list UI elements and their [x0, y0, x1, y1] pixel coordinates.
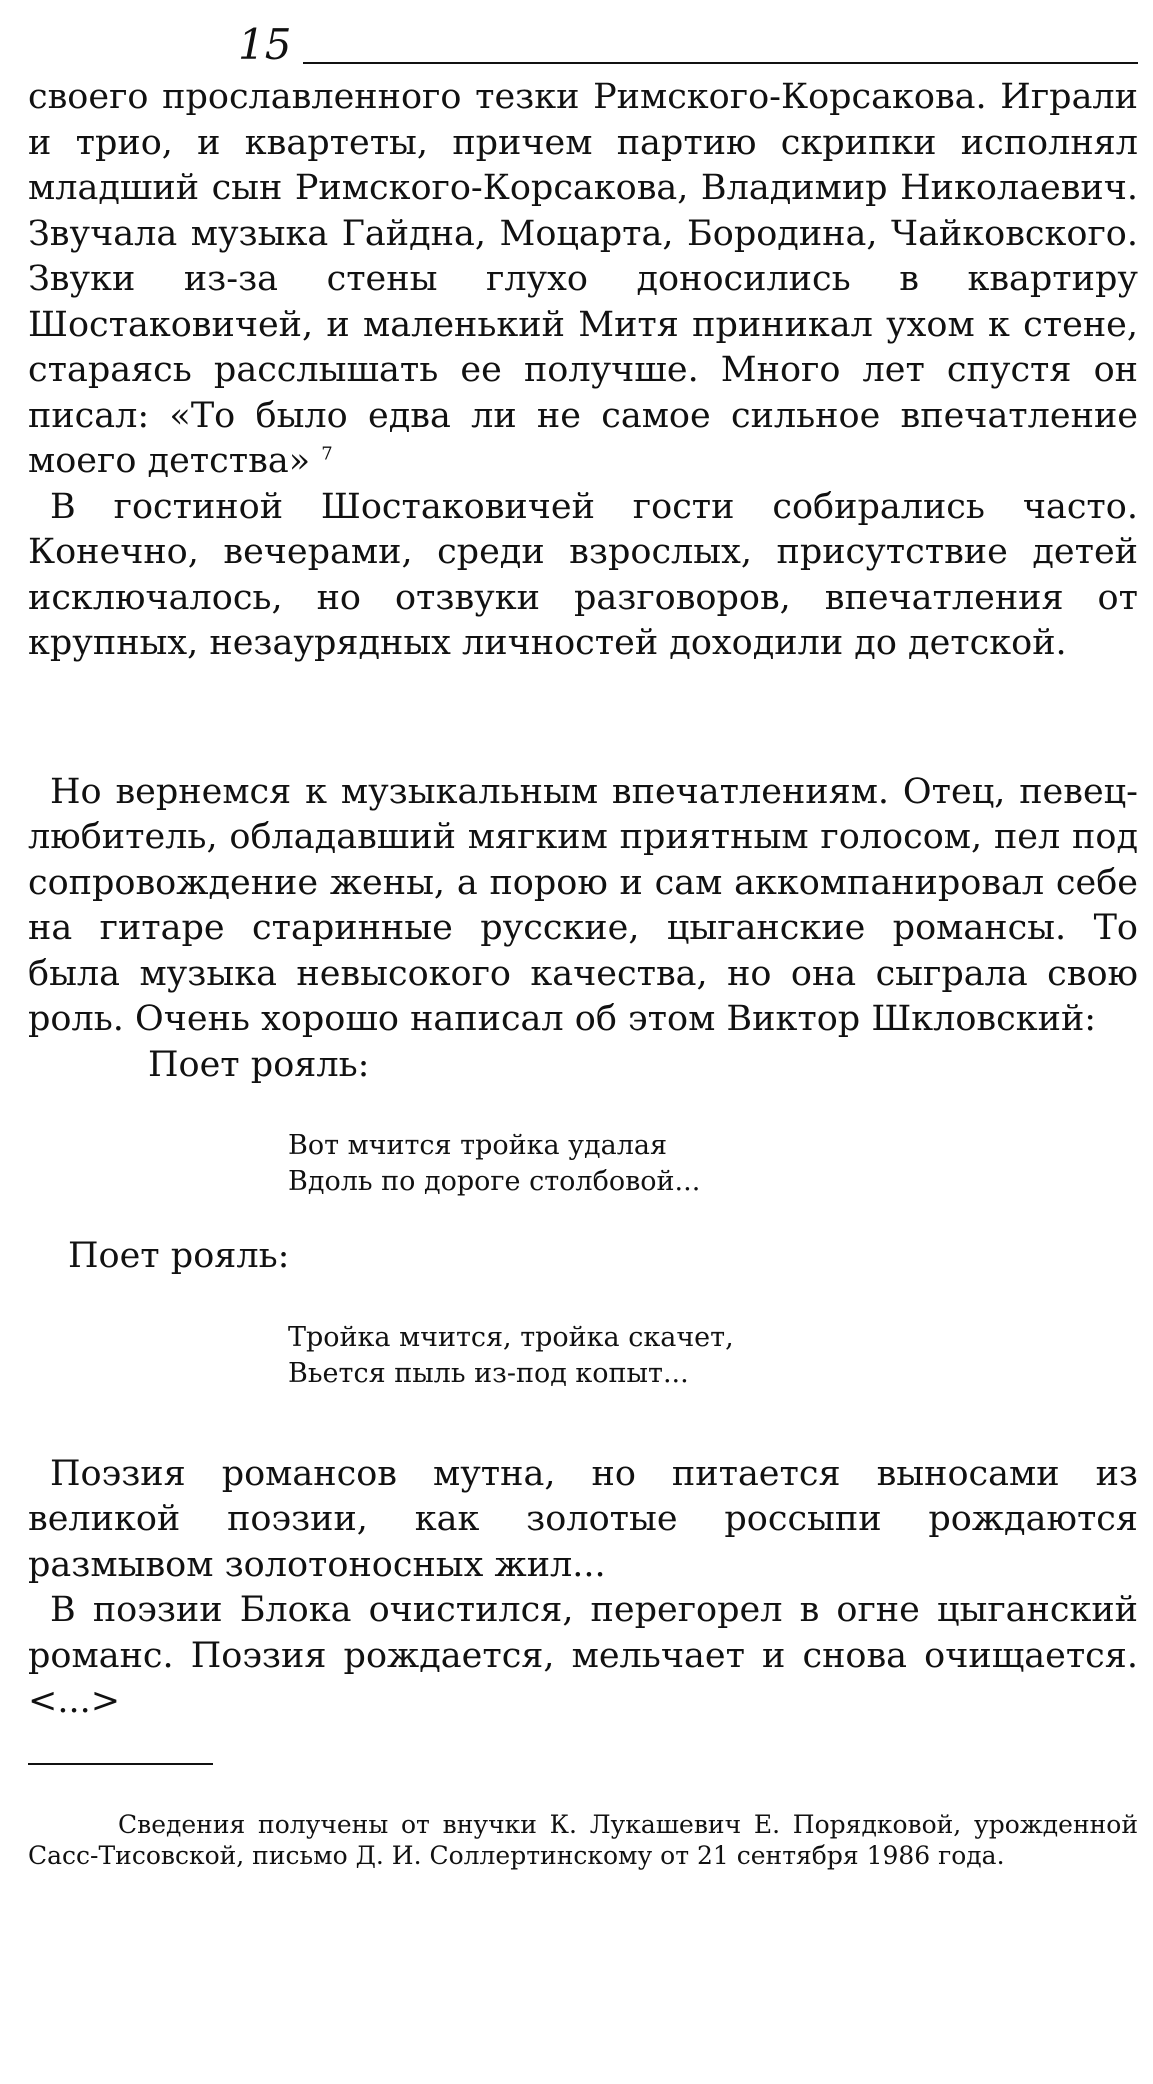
verse-quote-2	[28, 1320, 1138, 1392]
footnote: Сведения получены от внучки К. Лукашевич Е. Порядковой, урожденной Сасс-Тисовской, письмо Д. И. Соллертинскому от 21 сентября 1986 года.	[28, 1809, 1138, 1870]
verse-intro-1: Поет рояль:	[148, 1044, 370, 1085]
header-rule	[303, 62, 1138, 64]
page-header	[28, 20, 1138, 75]
verse-1-line-2: Вдоль по дороге столбовой...	[288, 1166, 701, 1197]
verse-1-line-1: Вот мчится тройка удалая	[288, 1130, 668, 1161]
page-number: 15	[238, 20, 292, 69]
paragraph-1-text: своего прославленного тезки Римского-Корсакова. Играли и трио, и квартеты, причем партию скрипки исполнял младший сын Римского-Корсакова, Владимир Николаевич. Звучала музыка Гайдна, Моцарта, Бородина, Чайковского. Звуки из-за стены глухо доносились в квартиру Шостаковичей, и маленький Митя приникал ухом к стене, стараясь расслышать ее получше. Много лет спустя он писал: «То было едва ли не самое сильное впечатление моего детства»	[28, 77, 1138, 481]
paragraph-4: Поэзия романсов мутна, но питается выносами из великой поэзии, как золотые россыпи рождаются размывом золотоносных жил...	[28, 1453, 1138, 1585]
footnote-reference: 7	[321, 443, 333, 465]
paragraph-2: В гостиной Шостаковичей гости собирались часто. Конечно, вечерами, среди взрослых, присутствие детей исключалось, но отзвуки разговоров, впечатления от крупных, незаурядных личностей доходили до детской.	[28, 486, 1138, 663]
verse-2-line-2: Вьется пыль из-под копыт...	[288, 1357, 689, 1389]
paragraph-1	[28, 75, 1138, 485]
footnote-rule	[28, 1763, 213, 1765]
paragraph-3: Но вернемся к музыкальным впечатлениям. Отец, певец-любитель, обладавший мягким приятным голосом, пел под сопровождение жены, а порою и сам аккомпанировал себе на гитаре старинные русские, цыганские романсы. То была музыка невысокого качества, но она сыграла свою роль. Очень хорошо написал об этом Виктор Шкловский:	[28, 771, 1138, 1039]
verse-intro-2: Поет рояль:	[68, 1236, 290, 1276]
section-gap	[28, 667, 1138, 770]
verse-2-line-1: Тройка мчится, тройка скачет,	[288, 1321, 734, 1353]
paragraph-5: В поэзии Блока очистился, перегорел в огне цыганский романс. Поэзия рождается, мельчает и снова очищается.<...>	[28, 1590, 1138, 1721]
book-page	[28, 20, 1138, 1871]
verse-quote-1	[28, 1128, 1138, 1200]
